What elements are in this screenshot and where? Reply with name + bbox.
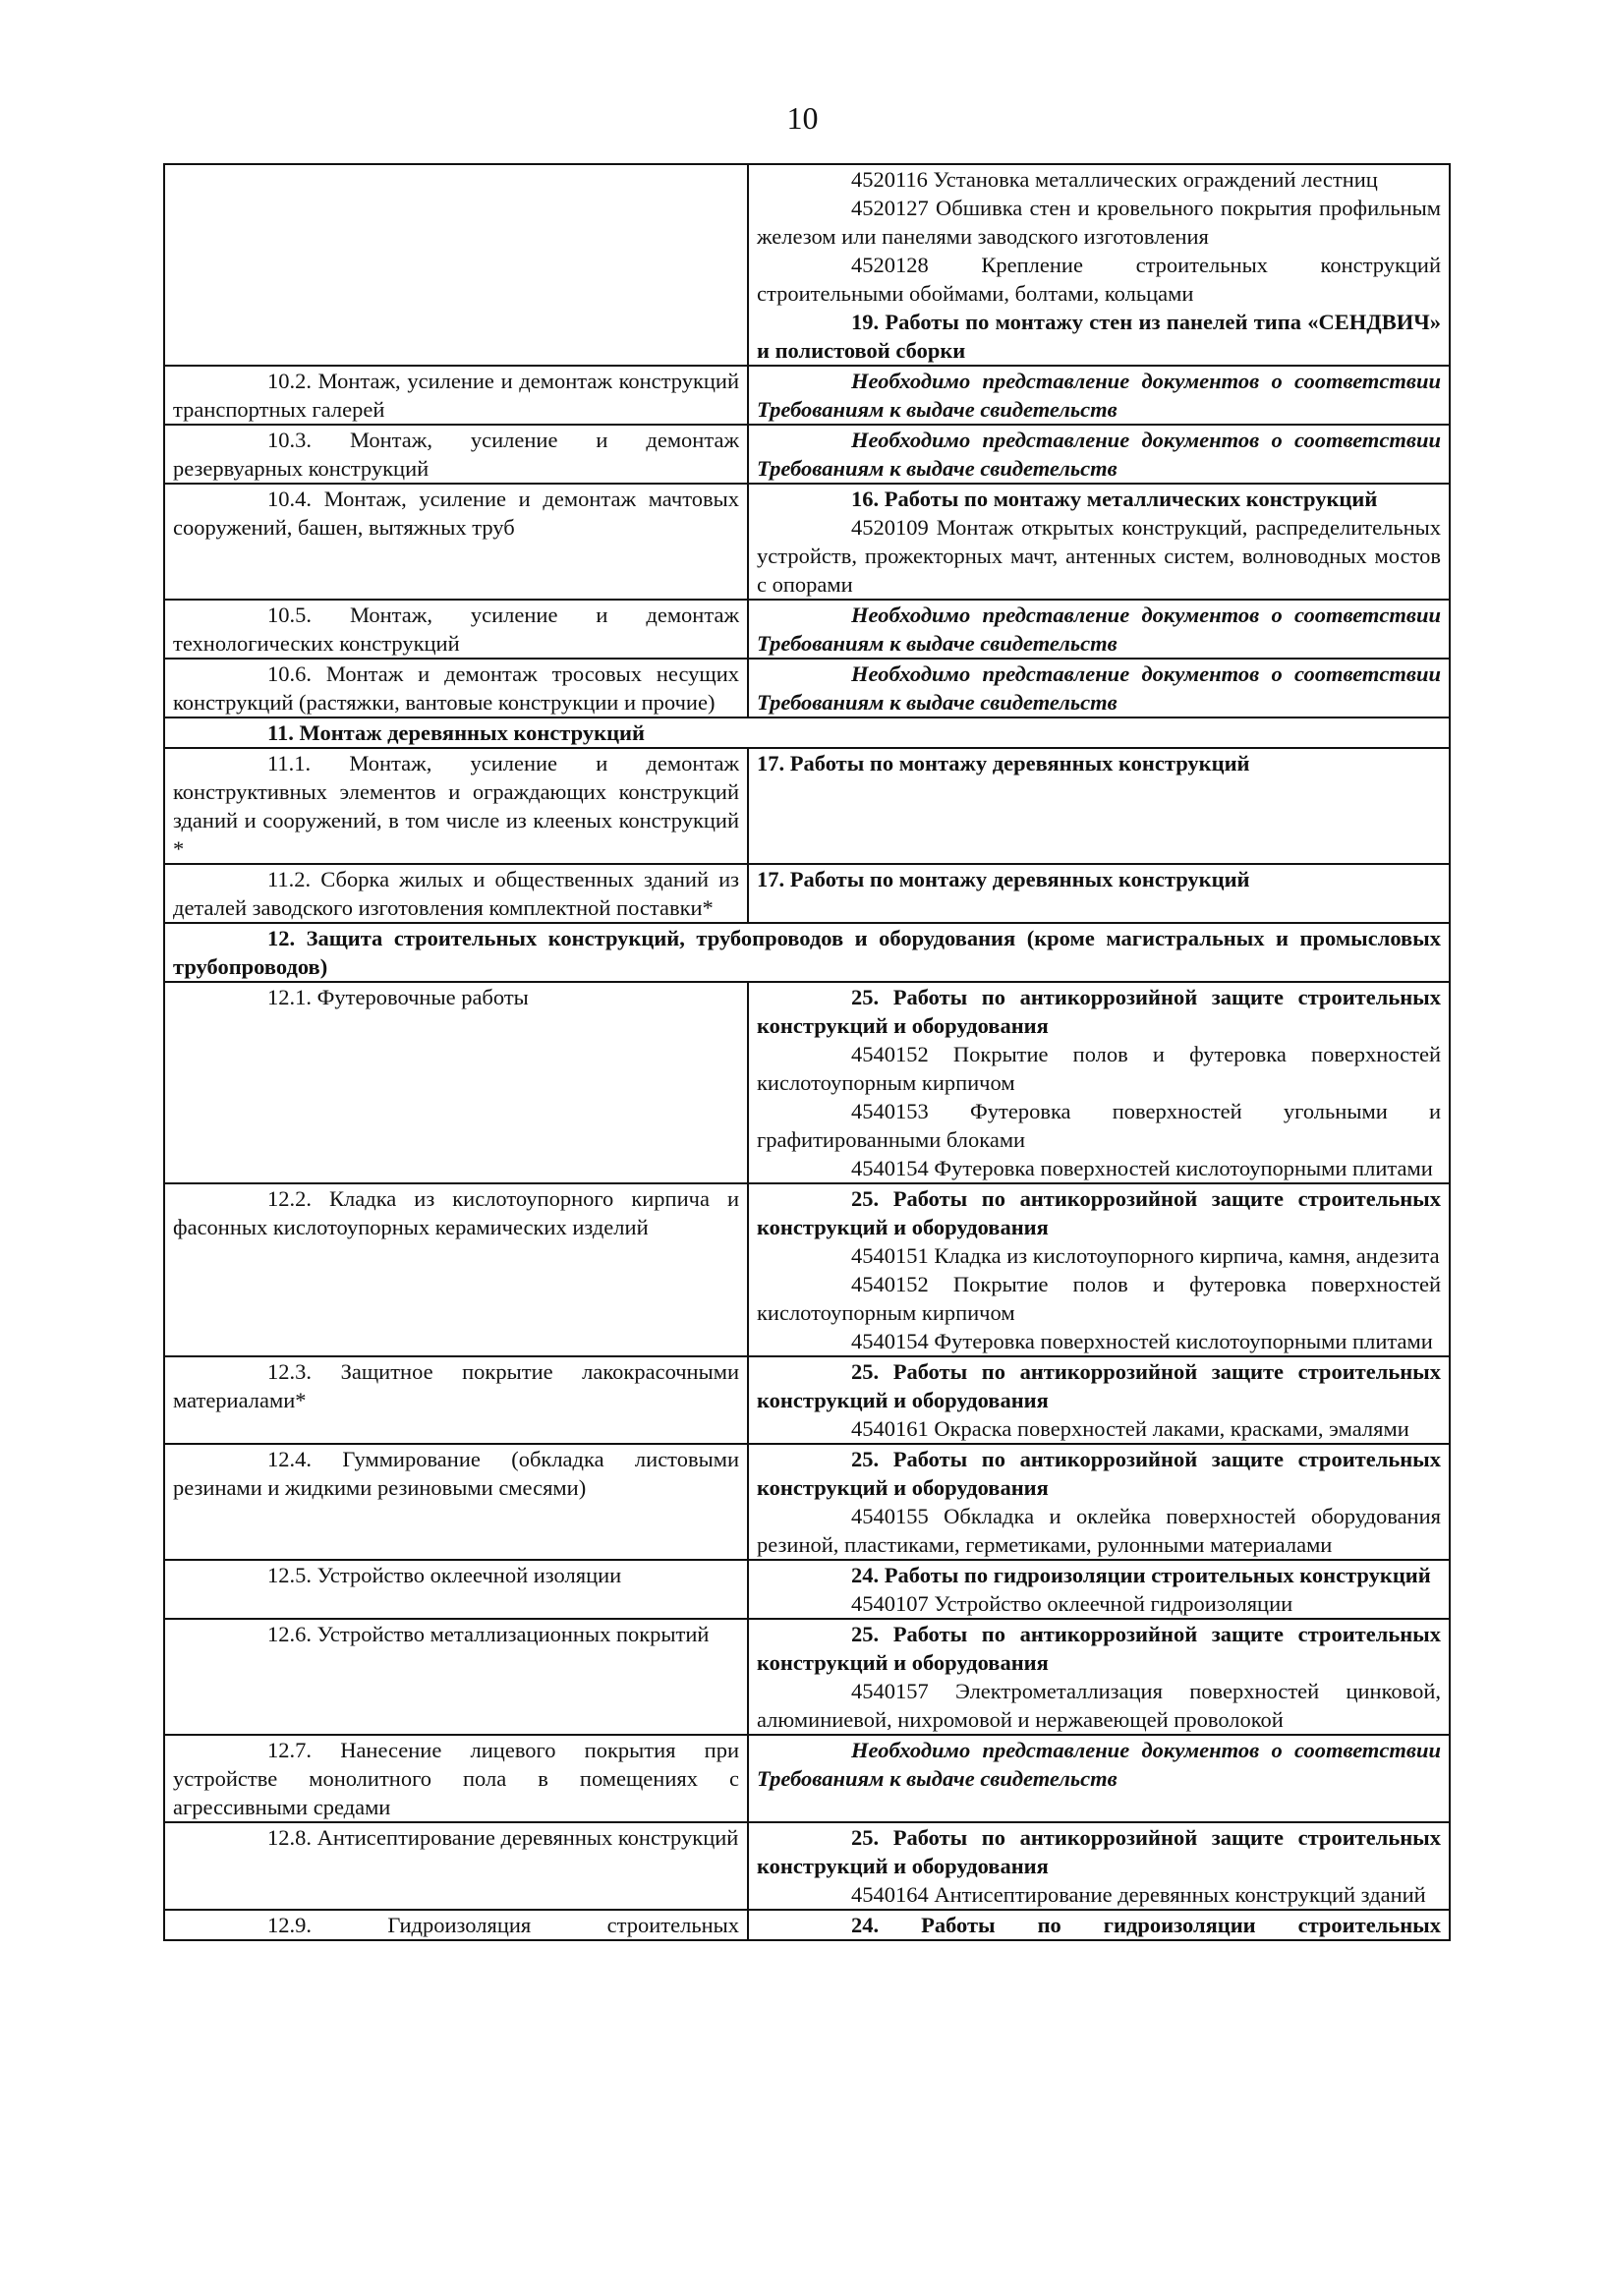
- code-entry: 25. Работы по антикоррозийной защите строительных конструкций и оборудования: [757, 1359, 1441, 1412]
- table-row: [164, 366, 1450, 425]
- type-of-work-cell: 10.2. Монтаж, усиление и демонтаж конструкций транспортных галерей: [164, 366, 748, 425]
- okdp-codes-cell: [748, 864, 1450, 923]
- code-entry: 4540161 Окраска поверхностей лаками, красками, эмалями: [851, 1416, 1409, 1441]
- table-row: [164, 864, 1450, 923]
- code-entry: 25. Работы по антикоррозийной защите строительных конструкций и оборудования: [757, 1825, 1441, 1878]
- type-of-work-cell: 10.5. Монтаж, усиление и демонтаж технологических конструкций: [164, 600, 748, 659]
- type-of-work-cell: 10.4. Монтаж, усиление и демонтаж мачтовых сооружений, башен, вытяжных труб: [164, 484, 748, 600]
- type-of-work-cell: 10.3. Монтаж, усиление и демонтаж резервуарных конструкций: [164, 425, 748, 484]
- okdp-codes-cell: [748, 659, 1450, 718]
- code-entry: 4540152 Покрытие полов и футеровка поверхностей кислотоупорным кирпичом: [757, 1042, 1441, 1095]
- code-entry: 4540107 Устройство оклеечной гидроизоляции: [851, 1591, 1293, 1616]
- code-entry: 4540152 Покрытие полов и футеровка поверхностей кислотоупорным кирпичом: [757, 1272, 1441, 1325]
- table-row: [164, 748, 1450, 864]
- type-of-work-cell: 11.2. Сборка жилых и общественных зданий из деталей заводского изготовления комплектной поставки*: [164, 864, 748, 923]
- table-row: [164, 718, 1450, 748]
- requirement-note: Необходимо представление документов о соответствии Требованиям к выдаче свидетельств: [757, 428, 1441, 481]
- table-row: [164, 164, 1450, 366]
- type-of-work-cell: 12.4. Гуммирование (обкладка листовыми резинами и жидкими резиновыми смесями): [164, 1444, 748, 1560]
- code-entry: 17. Работы по монтажу деревянных конструкций: [757, 751, 1250, 775]
- okdp-codes-cell: [748, 1910, 1450, 1940]
- okdp-codes-cell: [748, 1560, 1450, 1619]
- code-entry: 4540154 Футеровка поверхностей кислотоупорными плитами: [851, 1156, 1433, 1180]
- table-row: [164, 1619, 1450, 1735]
- okdp-codes-cell: [748, 1735, 1450, 1822]
- okdp-codes-cell: [748, 1183, 1450, 1356]
- okdp-codes-cell: [748, 1356, 1450, 1444]
- code-entry: 25. Работы по антикоррозийной защите строительных конструкций и оборудования: [757, 1447, 1441, 1500]
- code-entry: 24. Работы по гидроизоляции строительных конструкций: [851, 1563, 1431, 1587]
- requirement-note: Необходимо представление документов о соответствии Требованиям к выдаче свидетельств: [757, 1738, 1441, 1791]
- type-of-work-cell: 12.2. Кладка из кислотоупорного кирпича и фасонных кислотоупорных керамических изделий: [164, 1183, 748, 1356]
- table-row: [164, 1735, 1450, 1822]
- okdp-codes-cell: [748, 425, 1450, 484]
- table-row: [164, 923, 1450, 982]
- activity-table: [163, 163, 1451, 1941]
- table-row: [164, 982, 1450, 1183]
- okdp-codes-cell: [748, 600, 1450, 659]
- table-row: [164, 1910, 1450, 1940]
- code-entry: 4520127 Обшивка стен и кровельного покрытия профильным железом или панелями заводского изготовления: [757, 196, 1441, 249]
- table-row: [164, 1444, 1450, 1560]
- okdp-codes-cell: [748, 982, 1450, 1183]
- table-body: [164, 164, 1450, 1940]
- code-entry: 16. Работы по монтажу металлических конструкций: [851, 487, 1378, 511]
- section-heading: 12. Защита строительных конструкций, трубопроводов и оборудования (кроме магистральных и промысловых трубопроводов): [164, 923, 1450, 982]
- type-of-work-cell: 12.9. Гидроизоляция строительных: [164, 1910, 748, 1940]
- code-entry: 4540155 Обкладка и оклейка поверхностей оборудования резиной, пластиками, герметиками, рулонными материалами: [757, 1504, 1441, 1557]
- table-row: [164, 425, 1450, 484]
- code-entry: 4520116 Установка металлических ограждений лестниц: [851, 167, 1378, 192]
- code-entry: 25. Работы по антикоррозийной защите строительных конструкций и оборудования: [757, 1622, 1441, 1675]
- requirement-note: Необходимо представление документов о соответствии Требованиям к выдаче свидетельств: [757, 661, 1441, 715]
- type-of-work-cell: 10.6. Монтаж и демонтаж тросовых несущих конструкций (растяжки, вантовые конструкции и прочие): [164, 659, 748, 718]
- table-row: [164, 1822, 1450, 1910]
- code-entry: 17. Работы по монтажу деревянных конструкций: [757, 867, 1250, 891]
- code-entry: 24. Работы по гидроизоляции строительных: [851, 1913, 1441, 1937]
- table-row: [164, 1356, 1450, 1444]
- code-entry: 4520128 Крепление строительных конструкций строительными обоймами, болтами, кольцами: [757, 253, 1441, 306]
- type-of-work-cell: 12.3. Защитное покрытие лакокрасочными материалами*: [164, 1356, 748, 1444]
- code-entry: 4520109 Монтаж открытых конструкций, распределительных устройств, прожекторных мачт, антенных систем, волноводных мостов с опорами: [757, 515, 1441, 597]
- type-of-work-cell: 12.1. Футеровочные работы: [164, 982, 748, 1183]
- table-row: [164, 659, 1450, 718]
- type-of-work-cell: 12.5. Устройство оклеечной изоляции: [164, 1560, 748, 1619]
- table-row: [164, 1183, 1450, 1356]
- type-of-work-cell: 11.1. Монтаж, усиление и демонтаж конструктивных элементов и ограждающих конструкций зданий и сооружений, в том числе из клееных конструкций *: [164, 748, 748, 864]
- okdp-codes-cell: [748, 366, 1450, 425]
- okdp-codes-cell: [748, 1822, 1450, 1910]
- code-entry: 25. Работы по антикоррозийной защите строительных конструкций и оборудования: [757, 1186, 1441, 1239]
- okdp-codes-cell: [748, 1444, 1450, 1560]
- table-row: [164, 1560, 1450, 1619]
- type-of-work-cell: [164, 164, 748, 366]
- section-heading: 11. Монтаж деревянных конструкций: [164, 718, 1450, 748]
- code-entry: 4540157 Электрометаллизация поверхностей цинковой, алюминиевой, нихромовой и нержавеющей проволокой: [757, 1679, 1441, 1732]
- type-of-work-cell: 12.8. Антисептирование деревянных конструкций: [164, 1822, 748, 1910]
- code-entry: 4540164 Антисептирование деревянных конструкций зданий: [851, 1882, 1426, 1907]
- code-entry: 4540151 Кладка из кислотоупорного кирпича, камня, андезита: [851, 1243, 1440, 1268]
- page-number: 10: [786, 100, 819, 136]
- okdp-codes-cell: [748, 164, 1450, 366]
- okdp-codes-cell: [748, 484, 1450, 600]
- requirement-note: Необходимо представление документов о соответствии Требованиям к выдаче свидетельств: [757, 603, 1441, 656]
- table-row: [164, 600, 1450, 659]
- code-entry: 4540153 Футеровка поверхностей угольными и графитированными блоками: [757, 1099, 1441, 1152]
- code-entry: 19. Работы по монтажу стен из панелей типа «СЕНДВИЧ» и полистовой сборки: [757, 310, 1441, 363]
- okdp-codes-cell: [748, 1619, 1450, 1735]
- requirement-note: Необходимо представление документов о соответствии Требованиям к выдаче свидетельств: [757, 369, 1441, 422]
- type-of-work-cell: 12.6. Устройство металлизационных покрытий: [164, 1619, 748, 1735]
- okdp-codes-cell: [748, 748, 1450, 864]
- type-of-work-cell: 12.7. Нанесение лицевого покрытия при устройстве монолитного пола в помещениях с агрессивными средами: [164, 1735, 748, 1822]
- code-entry: 25. Работы по антикоррозийной защите строительных конструкций и оборудования: [757, 985, 1441, 1038]
- code-entry: 4540154 Футеровка поверхностей кислотоупорными плитами: [851, 1329, 1433, 1353]
- table-row: [164, 484, 1450, 600]
